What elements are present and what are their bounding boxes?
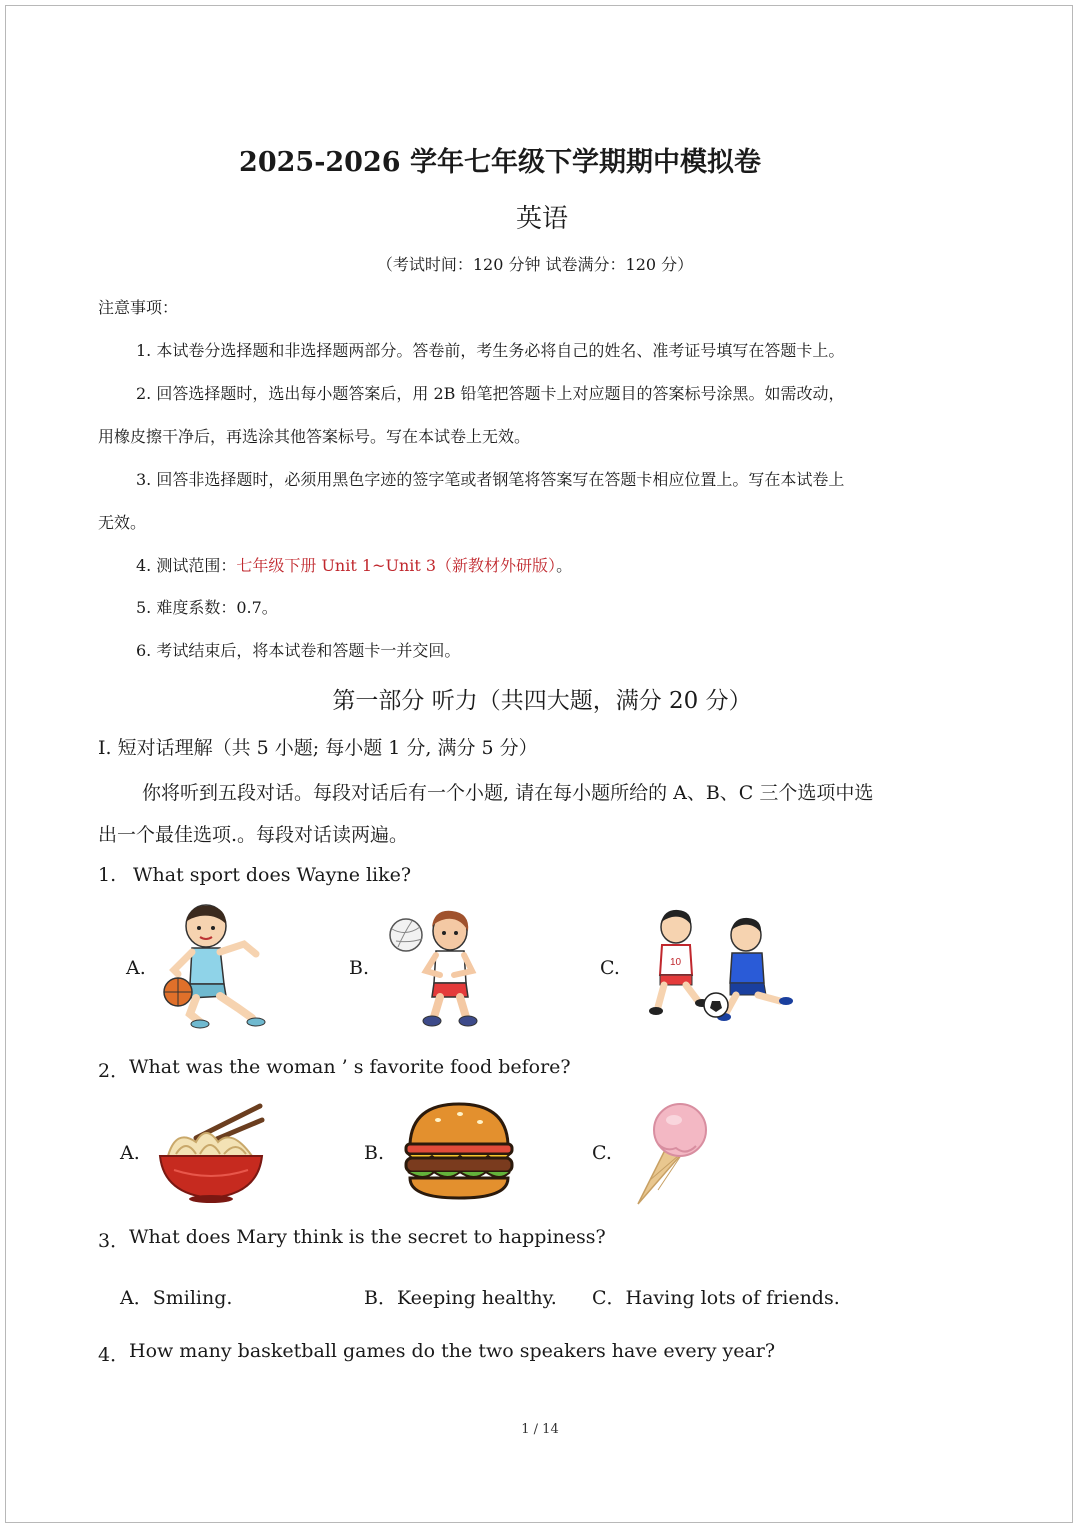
question-2-text: What was the woman ’ s favorite food before? [129,1056,571,1078]
question-1-number: 1. [98,864,117,886]
noodles-bowl-image [156,1098,266,1203]
boys-soccer-image [640,905,800,1025]
q3-option-c: C．Having lots of friends. [592,1287,840,1309]
notice-item-2: 2. 回答选择题时，选出每小题答案后，用 2B 铅笔把答题卡上对应题目的答案标号涂黑。如需改动， [136,384,845,403]
question-4-text: How many basketball games do the two speakers have every year? [129,1340,776,1362]
instruction-line-2: 出一个最佳选项.。每段对话读两遍。 [98,824,409,846]
q1-option-b-label: B. [349,957,370,979]
ice-cream-cone-image [630,1100,710,1205]
question-4-number: 4． [98,1344,130,1366]
notice-item-4-end: 。 [556,556,573,575]
exam-subject: 英语 [515,204,568,234]
notice-item-6: 6. 考试结束后，将本试卷和答题卡一并交回。 [136,641,461,660]
notice-item-4 [136,553,572,576]
notice-item-4-label: 4. 测试范围： [136,556,237,575]
page-number: 1 / 14 [521,1422,559,1437]
boy-volleyball-image [388,905,488,1030]
notice-item-2-cont: 用橡皮擦干净后，再选涂其他答案标号。写在本试卷上无效。 [98,427,531,446]
hamburger-image [404,1102,514,1202]
notice-item-1: 1. 本试卷分选择题和非选择题两部分。答卷前，考生务必将自己的姓名、准考证号填写在答题卡上。 [136,341,845,360]
notice-item-3: 3. 回答非选择题时，必须用黑色字迹的签字笔或者钢笔将答案写在答题卡相应位置上。写在本试卷上 [136,470,845,489]
question-2-number: 2． [98,1060,130,1082]
q1-option-c-label: C. [600,957,620,979]
notice-title: 注意事项： [98,298,179,317]
svg-text:10: 10 [670,957,682,968]
notice-item-5: 5. 难度系数：0.7。 [136,598,278,617]
q3-option-a: A．Smiling. [120,1287,233,1309]
q3-option-b: B．Keeping healthy. [364,1287,557,1309]
q2-option-b-label: B. [364,1142,385,1164]
q1-option-a-label: A. [126,957,146,979]
question-1-text: What sport does Wayne like? [133,864,412,886]
section-title: I. 短对话理解（共 5 小题; 每小题 1 分, 满分 5 分） [98,737,538,759]
instruction-line-1: 你将听到五段对话。每段对话后有一个小题, 请在每小题所给的 A、B、C 三个选项中选 [142,782,874,804]
question-3-text: What does Mary think is the secret to happiness? [129,1226,606,1248]
q2-option-c-label: C. [592,1142,612,1164]
exam-info: （考试时间：120 分钟 试卷满分：120 分） [376,255,694,274]
q2-option-a-label: A. [120,1142,140,1164]
test-scope: 七年级下册 Unit 1~Unit 3（新教材外研版） [236,556,557,575]
boy-basketball-image [160,900,270,1030]
question-3-number: 3． [98,1230,130,1252]
exam-title: 2025-2026 学年七年级下学期期中模拟卷 [239,147,761,178]
part-title: 第一部分 听力（共四大题，满分 20 分） [332,688,752,714]
notice-item-3-cont: 无效。 [98,513,147,532]
